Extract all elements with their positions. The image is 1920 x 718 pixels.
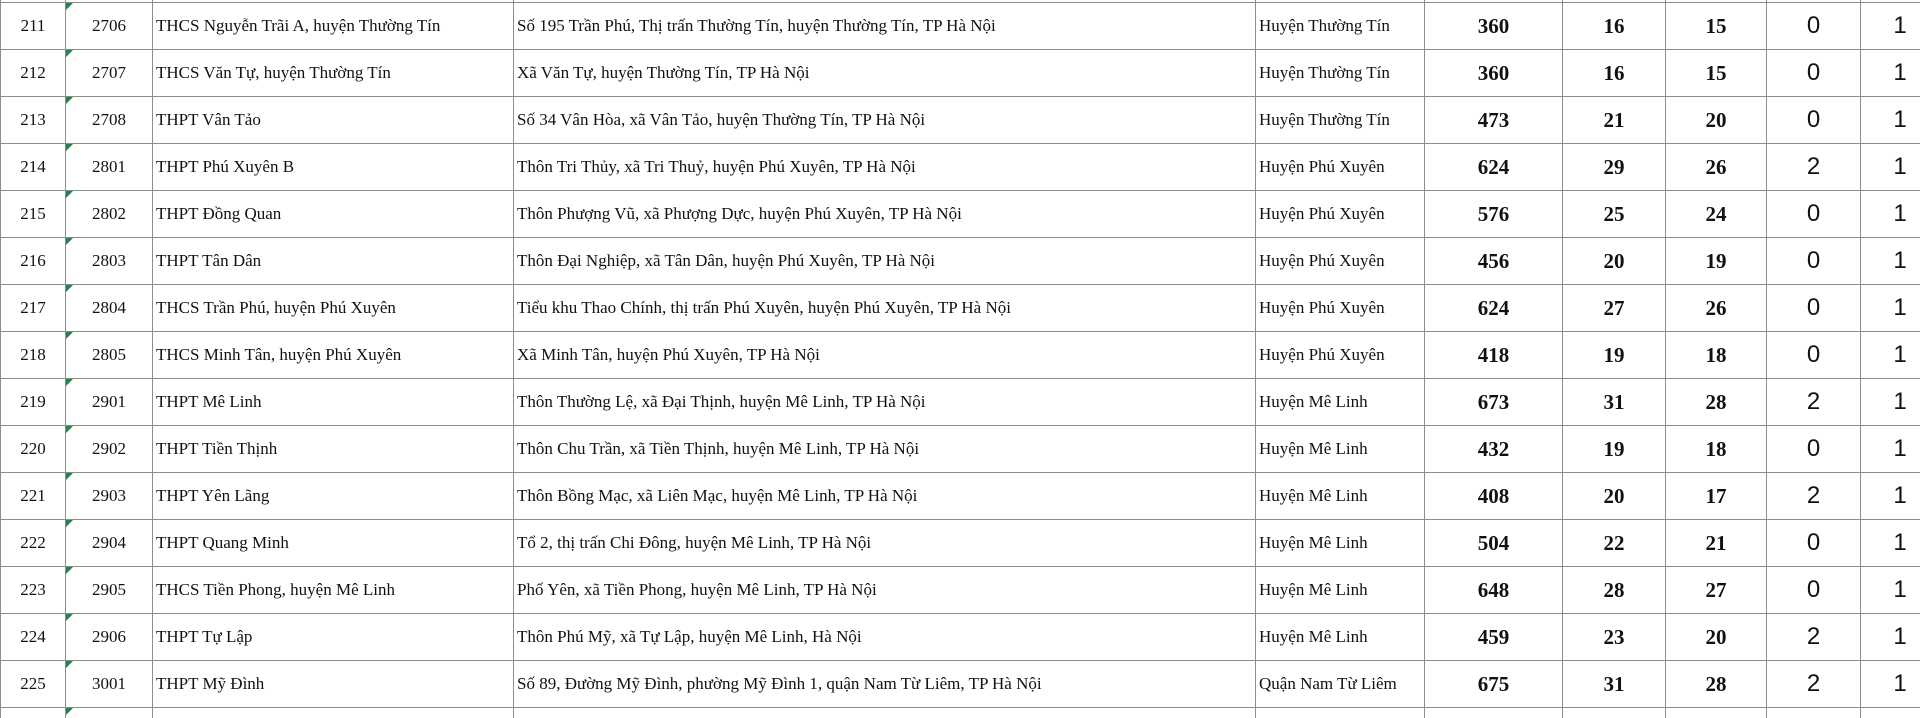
district-cell[interactable]: Huyện Phú Xuyên — [1256, 144, 1425, 191]
district-cell[interactable]: Huyện Mê Linh — [1256, 567, 1425, 614]
quota-cell[interactable]: 459 — [1425, 614, 1563, 661]
extra-count-cell[interactable]: 2 — [1767, 661, 1861, 708]
class-count-cell[interactable]: 19 — [1563, 426, 1666, 473]
school-code-cell[interactable]: 2904 — [66, 520, 153, 567]
district-cell[interactable]: Huyện Thường Tín — [1256, 3, 1425, 50]
class-count-b-cell[interactable]: 21 — [1666, 520, 1767, 567]
extra-count-cell[interactable]: 0 — [1767, 3, 1861, 50]
quota-cell[interactable]: 473 — [1425, 97, 1563, 144]
flag-count-cell[interactable]: 1 — [1861, 191, 1920, 238]
quota-cell[interactable]: 576 — [1425, 191, 1563, 238]
class-count-b-cell[interactable]: 27 — [1666, 567, 1767, 614]
school-code-cell[interactable]: 2902 — [66, 426, 153, 473]
table-row — [1, 567, 1920, 614]
extra-count-cell[interactable]: 0 — [1767, 332, 1861, 379]
cell[interactable] — [1767, 708, 1861, 718]
table-row — [1, 379, 1920, 426]
district-cell[interactable]: Huyện Phú Xuyên — [1256, 332, 1425, 379]
extra-count-cell[interactable]: 2 — [1767, 614, 1861, 661]
address-cell[interactable]: Phố Yên, xã Tiền Phong, huyện Mê Linh, TP Hà Nội — [514, 567, 1256, 614]
school-code-cell[interactable]: 2802 — [66, 191, 153, 238]
quota-cell[interactable]: 360 — [1425, 50, 1563, 97]
quota-cell[interactable]: 432 — [1425, 426, 1563, 473]
table-row — [1, 285, 1920, 332]
extra-count-cell[interactable]: 0 — [1767, 191, 1861, 238]
class-count-b-cell[interactable]: 19 — [1666, 238, 1767, 285]
extra-count-cell[interactable]: 2 — [1767, 144, 1861, 191]
district-cell[interactable]: Huyện Thường Tín — [1256, 50, 1425, 97]
quota-cell[interactable]: 360 — [1425, 3, 1563, 50]
partial-row-bottom — [1, 708, 1920, 718]
district-cell[interactable]: Huyện Mê Linh — [1256, 426, 1425, 473]
flag-count-cell[interactable]: 1 — [1861, 238, 1920, 285]
table-row — [1, 661, 1920, 708]
district-cell[interactable]: Huyện Mê Linh — [1256, 473, 1425, 520]
quota-cell[interactable]: 624 — [1425, 285, 1563, 332]
table-row — [1, 238, 1920, 285]
table-row — [1, 3, 1920, 50]
stt-cell[interactable]: 215 — [1, 191, 66, 238]
cell[interactable] — [1563, 708, 1666, 718]
flag-count-cell[interactable]: 1 — [1861, 97, 1920, 144]
stt-cell[interactable]: 225 — [1, 661, 66, 708]
address-cell[interactable]: Xã Văn Tự, huyện Thường Tín, TP Hà Nội — [514, 50, 1256, 97]
stt-cell[interactable]: 214 — [1, 144, 66, 191]
table-row — [1, 97, 1920, 144]
address-cell[interactable]: Thôn Bồng Mạc, xã Liên Mạc, huyện Mê Linh, TP Hà Nội — [514, 473, 1256, 520]
class-count-b-cell[interactable]: 20 — [1666, 614, 1767, 661]
school-name-cell[interactable]: THCS Nguyễn Trãi A, huyện Thường Tín — [153, 3, 514, 50]
school-name-cell[interactable]: THPT Quang Minh — [153, 520, 514, 567]
address-cell[interactable]: Xã Minh Tân, huyện Phú Xuyên, TP Hà Nội — [514, 332, 1256, 379]
class-count-cell[interactable]: 31 — [1563, 379, 1666, 426]
class-count-cell[interactable]: 19 — [1563, 332, 1666, 379]
table-row — [1, 473, 1920, 520]
school-name-cell[interactable]: THCS Tiền Phong, huyện Mê Linh — [153, 567, 514, 614]
cell[interactable] — [66, 708, 153, 718]
class-count-cell[interactable]: 20 — [1563, 473, 1666, 520]
address-cell[interactable]: Số 89, Đường Mỹ Đình, phường Mỹ Đình 1, quận Nam Từ Liêm, TP Hà Nội — [514, 661, 1256, 708]
school-name-cell[interactable]: THPT Vân Tảo — [153, 97, 514, 144]
class-count-b-cell[interactable]: 24 — [1666, 191, 1767, 238]
stt-cell[interactable]: 220 — [1, 426, 66, 473]
flag-count-cell[interactable]: 1 — [1861, 520, 1920, 567]
district-cell[interactable]: Huyện Mê Linh — [1256, 614, 1425, 661]
extra-count-cell[interactable]: 0 — [1767, 97, 1861, 144]
class-count-b-cell[interactable]: 28 — [1666, 661, 1767, 708]
class-count-b-cell[interactable]: 17 — [1666, 473, 1767, 520]
extra-count-cell[interactable]: 2 — [1767, 473, 1861, 520]
class-count-b-cell[interactable]: 26 — [1666, 144, 1767, 191]
stt-cell[interactable]: 219 — [1, 379, 66, 426]
class-count-b-cell[interactable]: 18 — [1666, 332, 1767, 379]
class-count-cell[interactable]: 29 — [1563, 144, 1666, 191]
quota-cell[interactable]: 648 — [1425, 567, 1563, 614]
address-cell[interactable]: Số 34 Vân Hòa, xã Vân Tảo, huyện Thường Tín, TP Hà Nội — [514, 97, 1256, 144]
address-cell[interactable]: Thôn Phú Mỹ, xã Tự Lập, huyện Mê Linh, Hà Nội — [514, 614, 1256, 661]
school-code-cell[interactable]: 2801 — [66, 144, 153, 191]
class-count-cell[interactable]: 23 — [1563, 614, 1666, 661]
class-count-b-cell[interactable]: 26 — [1666, 285, 1767, 332]
address-cell[interactable]: Thôn Thường Lệ, xã Đại Thịnh, huyện Mê Linh, TP Hà Nội — [514, 379, 1256, 426]
flag-count-cell[interactable]: 1 — [1861, 285, 1920, 332]
cell[interactable] — [1861, 708, 1920, 718]
school-code-cell[interactable]: 2805 — [66, 332, 153, 379]
stt-cell[interactable]: 216 — [1, 238, 66, 285]
school-name-cell[interactable]: THCS Văn Tự, huyện Thường Tín — [153, 50, 514, 97]
school-name-cell[interactable]: THPT Mỹ Đình — [153, 661, 514, 708]
class-count-b-cell[interactable]: 15 — [1666, 50, 1767, 97]
cell[interactable] — [153, 708, 514, 718]
class-count-cell[interactable]: 27 — [1563, 285, 1666, 332]
flag-count-cell[interactable]: 1 — [1861, 3, 1920, 50]
stt-cell[interactable]: 218 — [1, 332, 66, 379]
school-name-cell[interactable]: THPT Mê Linh — [153, 379, 514, 426]
extra-count-cell[interactable]: 2 — [1767, 379, 1861, 426]
flag-count-cell[interactable]: 1 — [1861, 473, 1920, 520]
school-code-cell[interactable]: 2707 — [66, 50, 153, 97]
school-code-cell[interactable]: 2905 — [66, 567, 153, 614]
school-name-cell[interactable]: THPT Tự Lập — [153, 614, 514, 661]
flag-count-cell[interactable]: 1 — [1861, 50, 1920, 97]
quota-cell[interactable]: 418 — [1425, 332, 1563, 379]
class-count-cell[interactable]: 20 — [1563, 238, 1666, 285]
district-cell[interactable]: Quận Nam Từ Liêm — [1256, 661, 1425, 708]
class-count-cell[interactable]: 28 — [1563, 567, 1666, 614]
school-code-cell[interactable]: 3001 — [66, 661, 153, 708]
stt-cell[interactable]: 211 — [1, 3, 66, 50]
school-code-cell[interactable]: 2803 — [66, 238, 153, 285]
stt-cell[interactable]: 224 — [1, 614, 66, 661]
class-count-cell[interactable]: 16 — [1563, 3, 1666, 50]
extra-count-cell[interactable]: 0 — [1767, 426, 1861, 473]
quota-cell[interactable]: 504 — [1425, 520, 1563, 567]
extra-count-cell[interactable]: 0 — [1767, 567, 1861, 614]
quota-cell[interactable]: 624 — [1425, 144, 1563, 191]
address-cell[interactable]: Tổ 2, thị trấn Chi Đông, huyện Mê Linh, TP Hà Nội — [514, 520, 1256, 567]
stt-cell[interactable]: 223 — [1, 567, 66, 614]
school-code-cell[interactable]: 2708 — [66, 97, 153, 144]
class-count-cell[interactable]: 21 — [1563, 97, 1666, 144]
district-cell[interactable]: Huyện Phú Xuyên — [1256, 191, 1425, 238]
school-name-cell[interactable]: THPT Tân Dân — [153, 238, 514, 285]
extra-count-cell[interactable]: 0 — [1767, 50, 1861, 97]
address-cell[interactable]: Tiểu khu Thao Chính, thị trấn Phú Xuyên, huyện Phú Xuyên, TP Hà Nội — [514, 285, 1256, 332]
address-cell[interactable]: Số 195 Trần Phú, Thị trấn Thường Tín, huyện Thường Tín, TP Hà Nội — [514, 3, 1256, 50]
school-name-cell[interactable]: THPT Yên Lãng — [153, 473, 514, 520]
table-row — [1, 332, 1920, 379]
table-row — [1, 144, 1920, 191]
table-row — [1, 426, 1920, 473]
flag-count-cell[interactable]: 1 — [1861, 379, 1920, 426]
class-count-cell[interactable]: 25 — [1563, 191, 1666, 238]
flag-count-cell[interactable]: 1 — [1861, 661, 1920, 708]
class-count-b-cell[interactable]: 20 — [1666, 97, 1767, 144]
cell[interactable] — [1, 708, 66, 718]
stt-cell[interactable]: 212 — [1, 50, 66, 97]
table-row — [1, 520, 1920, 567]
flag-count-cell[interactable]: 1 — [1861, 614, 1920, 661]
extra-count-cell[interactable]: 0 — [1767, 285, 1861, 332]
extra-count-cell[interactable]: 0 — [1767, 520, 1861, 567]
stt-cell[interactable]: 217 — [1, 285, 66, 332]
table-row — [1, 50, 1920, 97]
class-count-cell[interactable]: 31 — [1563, 661, 1666, 708]
extra-count-cell[interactable]: 0 — [1767, 238, 1861, 285]
school-code-cell[interactable]: 2906 — [66, 614, 153, 661]
address-cell[interactable]: Thôn Tri Thủy, xã Tri Thuỷ, huyện Phú Xuyên, TP Hà Nội — [514, 144, 1256, 191]
school-name-cell[interactable]: THCS Minh Tân, huyện Phú Xuyên — [153, 332, 514, 379]
cell[interactable] — [1256, 708, 1425, 718]
district-cell[interactable]: Huyện Mê Linh — [1256, 520, 1425, 567]
district-cell[interactable]: Huyện Mê Linh — [1256, 379, 1425, 426]
address-cell[interactable]: Thôn Đại Nghiệp, xã Tân Dân, huyện Phú Xuyên, TP Hà Nội — [514, 238, 1256, 285]
flag-count-cell[interactable]: 1 — [1861, 144, 1920, 191]
class-count-b-cell[interactable]: 18 — [1666, 426, 1767, 473]
flag-count-cell[interactable]: 1 — [1861, 426, 1920, 473]
class-count-cell[interactable]: 22 — [1563, 520, 1666, 567]
stt-cell[interactable]: 221 — [1, 473, 66, 520]
school-code-cell[interactable]: 2706 — [66, 3, 153, 50]
cell[interactable] — [1666, 708, 1767, 718]
quota-cell[interactable]: 456 — [1425, 238, 1563, 285]
district-cell[interactable]: Huyện Phú Xuyên — [1256, 285, 1425, 332]
quota-cell[interactable]: 673 — [1425, 379, 1563, 426]
address-cell[interactable]: Thôn Phượng Vũ, xã Phượng Dực, huyện Phú Xuyên, TP Hà Nội — [514, 191, 1256, 238]
class-count-b-cell[interactable]: 28 — [1666, 379, 1767, 426]
district-cell[interactable]: Huyện Phú Xuyên — [1256, 238, 1425, 285]
table-row — [1, 191, 1920, 238]
class-count-b-cell[interactable]: 15 — [1666, 3, 1767, 50]
school-name-cell[interactable]: THPT Phú Xuyên B — [153, 144, 514, 191]
quota-cell[interactable]: 408 — [1425, 473, 1563, 520]
stt-cell[interactable]: 222 — [1, 520, 66, 567]
flag-count-cell[interactable]: 1 — [1861, 567, 1920, 614]
quota-cell[interactable]: 675 — [1425, 661, 1563, 708]
address-cell[interactable]: Thôn Chu Trần, xã Tiền Thịnh, huyện Mê Linh, TP Hà Nội — [514, 426, 1256, 473]
school-code-cell[interactable]: 2903 — [66, 473, 153, 520]
table-row — [1, 614, 1920, 661]
school-name-cell[interactable]: THPT Tiền Thịnh — [153, 426, 514, 473]
stt-cell[interactable]: 213 — [1, 97, 66, 144]
school-code-cell[interactable]: 2804 — [66, 285, 153, 332]
cell[interactable] — [1425, 708, 1563, 718]
flag-count-cell[interactable]: 1 — [1861, 332, 1920, 379]
school-code-cell[interactable]: 2901 — [66, 379, 153, 426]
school-name-cell[interactable]: THCS Trần Phú, huyện Phú Xuyên — [153, 285, 514, 332]
district-cell[interactable]: Huyện Thường Tín — [1256, 97, 1425, 144]
class-count-cell[interactable]: 16 — [1563, 50, 1666, 97]
school-name-cell[interactable]: THPT Đồng Quan — [153, 191, 514, 238]
spreadsheet-body — [1, 0, 1920, 718]
cell[interactable] — [514, 708, 1256, 718]
